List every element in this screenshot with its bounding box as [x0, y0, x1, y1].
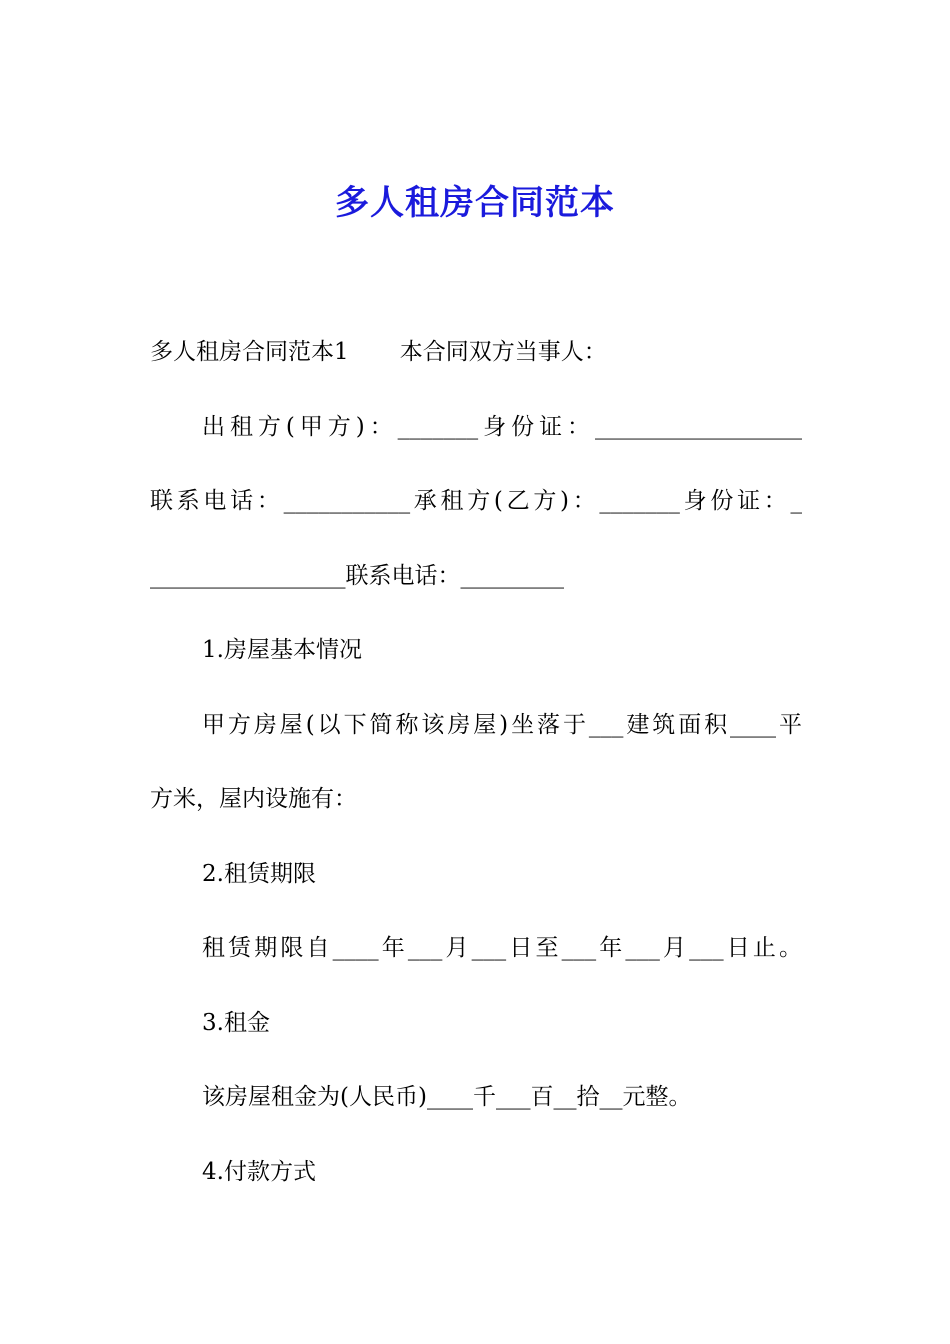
section-4-heading: 4.付款方式: [202, 1159, 316, 1185]
lease-term-line: 租赁期限自____年___月___日至___年___月___日止。: [202, 935, 802, 961]
house-location-line: 甲方房屋(以下简称该房屋)坐落于___建筑面积____平: [202, 712, 802, 738]
document-title: 多人租房合同范本: [335, 183, 615, 223]
section-3-heading: 3.租金: [202, 1010, 270, 1036]
lessee-contact-line: _________________联系电话：_________: [150, 563, 564, 589]
house-facilities-line: 方米，屋内设施有：: [150, 786, 357, 812]
lessee-info-line: 联系电话：___________承租方(乙方)：_______身份证：_: [150, 488, 802, 514]
contract-heading-line: 多人租房合同范本1 本合同双方当事人：: [150, 339, 607, 365]
section-2-heading: 2.租赁期限: [202, 861, 316, 887]
section-1-heading: 1.房屋基本情况: [202, 637, 362, 663]
lessor-info-line: 出租方(甲方)：_______身份证：__________________: [202, 414, 802, 440]
rent-amount-line: 该房屋租金为(人民币)____千___百__拾__元整。: [202, 1084, 692, 1110]
